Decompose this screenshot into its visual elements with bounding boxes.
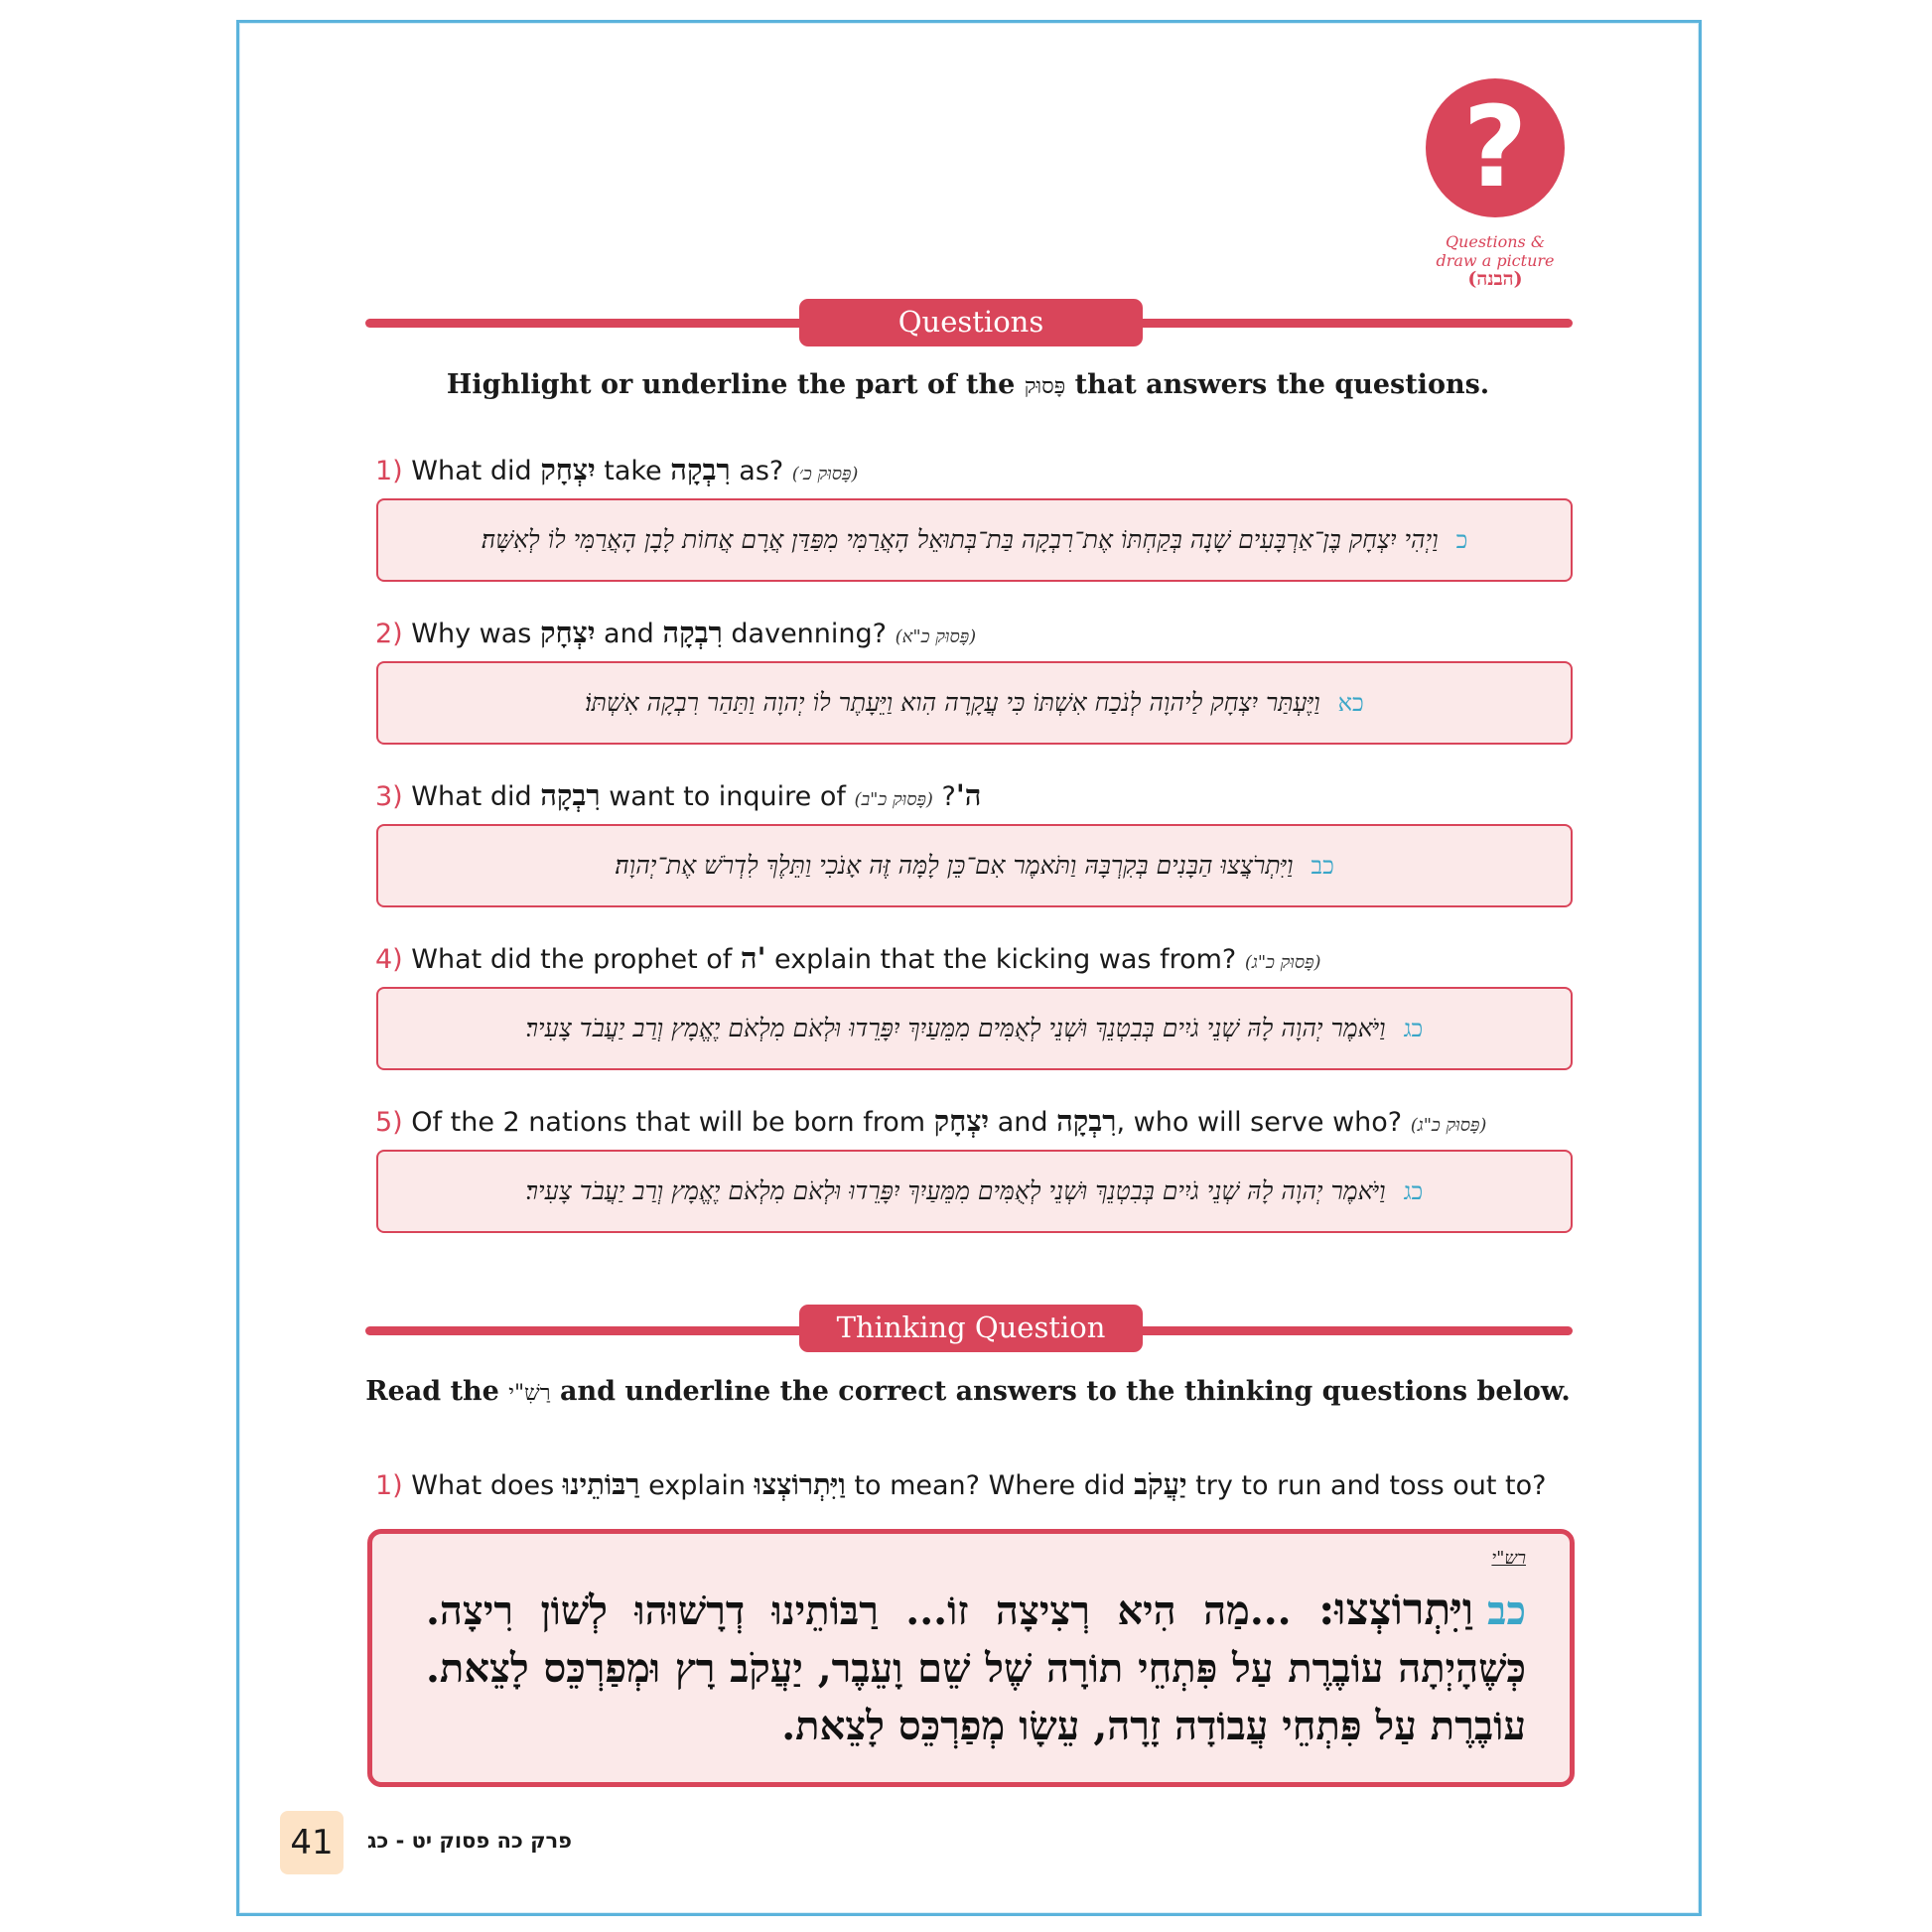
question-hebrew: רִבְקָה [540,778,601,812]
question-text: , who will serve who? [1116,1107,1411,1138]
question-text: explain [639,1470,755,1501]
pasuk-text: וַיִּתְרֹצֲצוּ הַבָּנִים בְּקִרְבָּהּ וַתֹּאמֶר אִם־כֵּן לָמָּה זֶּה אָנֹכִי וַתֵּלֶךְ לִדְרֹשׁ אֶת־יְהוָה׃ [615,851,1294,880]
pasuk-number: כג [1403,1176,1424,1205]
instruction-text-end: and underline the correct answers to the thinking questions below. [550,1376,1571,1407]
question-text: davenning? [722,619,896,649]
instruction-text: Read the [365,1376,509,1407]
question-hebrew: ה' [740,941,766,975]
answer-box-5[interactable] [376,1150,1573,1233]
question-hebrew: רִבְקָה [662,616,723,649]
question-hebrew: יִצְחָק [539,616,596,649]
question-text: to mean? Where did [845,1470,1135,1501]
question-hebrew: וַיִּתְרוֹצְצוּ [754,1467,846,1501]
badge-caption [1390,232,1600,289]
question-hebrew: יִצְחָק [540,453,596,486]
question-text: explain that the kicking was from? [765,944,1245,975]
badge-caption-line2: draw a picture [1436,251,1555,270]
rashi-heading: וַיִּתְרוֹצְצוּ: [1318,1585,1474,1635]
question-number: 1) [375,1470,403,1501]
question-text: and [989,1107,1057,1138]
pasuk-reference: (פָּסוּק כ"ב) [854,789,933,810]
instruction-text-end: that answers the questions. [1065,369,1490,400]
question-text: take [595,456,671,486]
pasuk-text: וַיֶּעְתַּר יִצְחָק לַיהוָה לְנֹכַח אִשְׁתּוֹ כִּי עֲקָרָה הִוא וַיֵּעָתֶר לוֹ יְהוָה וַתַּהַר רִבְקָה אִשְׁתּוֹ׃ [585,688,1320,717]
question-text: try to run and toss out to? [1186,1470,1547,1501]
question-text: Of the 2 nations that will be born from [402,1107,934,1138]
question-hebrew: רִבְקָה [1056,1104,1117,1138]
question-text: want to inquire of [600,781,855,812]
question-1 [375,453,858,487]
question-text: What did [402,456,541,486]
rashi-text [426,1582,1526,1755]
section-title-thinking: Thinking Question [799,1305,1143,1352]
question-text: What did the prophet of [402,944,741,975]
pasuk-number: כג [1403,1014,1424,1042]
instruction-text: Highlight or underline the part of the [446,369,1025,400]
question-number: 4) [375,944,403,975]
pasuk-reference: (פָּסוּק כ"ג) [1410,1115,1487,1136]
question-3 [375,778,981,813]
question-text: and [595,619,663,649]
pasuk-reference: (פָּסוּק כ׳) [791,464,859,484]
badge-caption-hebrew: (הבנה) [1467,268,1523,290]
question-number: 5) [375,1107,403,1138]
question-hebrew: יִצְחָק [933,1104,990,1138]
answer-box-4[interactable] [376,987,1573,1070]
instruction-questions [298,369,1638,400]
thinking-question-1 [375,1467,1546,1502]
question-text: as? [730,456,792,486]
question-hebrew: רִבְקָה [670,453,731,486]
pasuk-reference: (פָּסוּק כ"ג) [1244,952,1321,973]
question-5 [375,1104,1486,1139]
question-mark-icon: ? [1426,78,1565,217]
pasuk-reference: (פָּסוּק כ"א) [895,626,977,647]
instruction-thinking [298,1376,1638,1407]
question-number: 3) [375,781,403,812]
pasuk-number: כא [1337,688,1364,717]
section-title-questions: Questions [799,299,1143,346]
pasuk-number: כב [1487,1587,1526,1634]
question-text: Why was [402,619,540,649]
answer-box-1[interactable] [376,498,1573,582]
question-text: What does [402,1470,563,1501]
question-2 [375,616,976,650]
question-text: ? [932,781,956,812]
question-text: What did [402,781,541,812]
question-hebrew: יַעֲקֹב [1134,1467,1187,1501]
question-number: 1) [375,456,403,486]
badge-caption-line1: Questions & [1445,232,1546,251]
answer-box-2[interactable] [376,661,1573,745]
rashi-body: ...מַה הִיא רְצִיצָה זוֹ... רַבּוֹתֵינוּ דְרָשׁוּהוּ לְשׁוֹן רִיצָה. כְּשֶׁהָיְתָה עוֹבֶרֶת עַל פִּתְחֵי תוֹרָה שֶׁל שֵׁם וָעֵבֶר, יַעֲקֹב רָץ וּמְפַרְכֵּס לָצֵאת. עוֹבֶרֶת עַל פִּתְחֵי עֲבוֹדָה זָרָה, עֵשָׂו מְפַרְכֵּס לָצֵאת. [426,1587,1526,1749]
instruction-hebrew: פָּסוּק [1024,374,1066,399]
question-number: 2) [375,619,403,649]
instruction-hebrew: רַשִׁ"י [508,1381,551,1406]
chapter-reference: פרק כה פסוק יט - כג [367,1829,572,1853]
pasuk-text: וַיֹּאמֶר יְהוָה לָהּ שְׁנֵי גֹיִים בְּבִטְנֵךְ וּשְׁנֵי לְאֻמִּים מִמֵּעַיִךְ יִפָּרֵדוּ וּלְאֹם מִלְאֹם יֶאֱמָץ וְרַב יַעֲבֹד צָעִיר׃ [525,1176,1386,1205]
pasuk-number: כ [1455,525,1468,554]
rashi-box[interactable] [367,1529,1575,1787]
question-hebrew: ה' [955,778,982,812]
question-4 [375,941,1321,976]
question-hebrew: רַבּוֹתֵינוּ [562,1467,640,1501]
page-number: 41 [280,1811,344,1874]
pasuk-text: וַיֹּאמֶר יְהוָה לָהּ שְׁנֵי גֹיִים בְּבִטְנֵךְ וּשְׁנֵי לְאֻמִּים מִמֵּעַיִךְ יִפָּרֵדוּ וּלְאֹם מִלְאֹם יֶאֱמָץ וְרַב יַעֲבֹד צָעִיר׃ [525,1014,1386,1042]
pasuk-text: וַיְהִי יִצְחָק בֶּן־אַרְבָּעִים שָׁנָה בְּקַחְתּוֹ אֶת־רִבְקָה בַּת־בְּתוּאֵל הָאֲרַמִּי מִפַּדַּן אֲרָם אֲחוֹת לָבָן הָאֲרַמִּי לוֹ לְאִשָּׁה׃ [481,525,1439,554]
pasuk-number: כב [1311,851,1334,880]
rashi-label: רש"י [1491,1548,1526,1569]
answer-box-3[interactable] [376,824,1573,907]
